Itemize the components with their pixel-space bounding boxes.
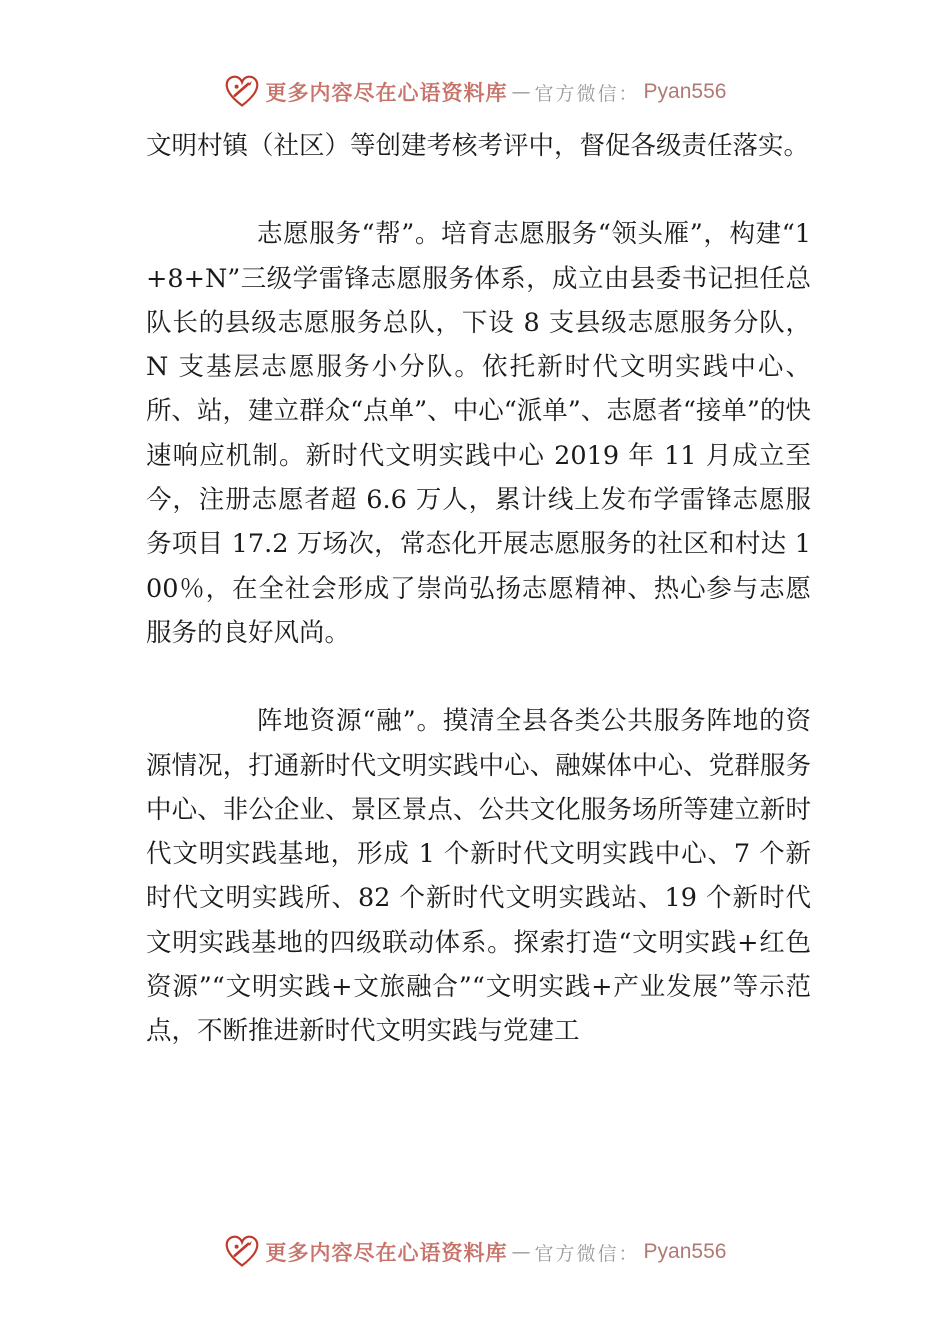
header-watermark [0,70,950,114]
document-body [146,124,811,1054]
paragraph-volunteer-service: 志愿服务“帮”。培育志愿服务“领头雁”，构建“1+8+N”三级学雷锋志愿服务体系，成立由县委书记担任总队长的县级志愿服务总队，下设 8 支县级志愿服务分队，N 支基层志愿服务小分队。依托新时代文明实践中心、所、站，建立群众“点单”、中心“派单”、志愿者“接单”的快速响应机制。新时代文明实践中心 2019 年 11 月成立至今，注册志愿者超 6.6 万人，累计线上发布学雷锋志愿服务项目 17.2 万场次，常态化开展志愿服务的社区和村达 100％，在全社会形成了崇尚弘扬志愿精神、热心参与志愿服务的良好风尚。 [146,219,811,648]
heart-logo-icon [224,74,260,110]
watermark-separator: — [511,1241,531,1263]
paragraph-resource-integration: 阵地资源“融”。摸清全县各类公共服务阵地的资源情况，打通新时代文明实践中心、融媒体中心、党群服务中心、非公企业、景区景点、公共文化服务场所等建立新时代文明实践基地，形成 1 个新时代文明实践中心、7 个新时代文明实践所、82 个新时代文明实践站、19 个新时代文明实践基地的四级联动体系。探索打造“文明实践+红色资源”“文明实践+文旅融合”“文明实践+产业发展”等示范点，不断推进新时代文明实践与党建工 [146,706,811,1047]
watermark-text: 更多内容尽在心语资料库 [265,80,508,105]
watermark-separator: — [511,81,531,103]
footer-watermark [0,1230,950,1274]
watermark-wechat-id: Pyan556 [643,1240,727,1263]
paragraph-gap [146,168,811,212]
watermark-wechat-label: 官方微信： [534,82,640,105]
watermark-wechat-id: Pyan556 [643,80,727,103]
heart-logo-icon [224,1234,260,1270]
paragraph-continued: 文明村镇（社区）等创建考核考评中，督促各级责任落实。 [146,131,810,161]
watermark-wechat-label: 官方微信： [534,1242,640,1265]
paragraph-gap [146,655,811,699]
watermark-text: 更多内容尽在心语资料库 [265,1240,508,1265]
